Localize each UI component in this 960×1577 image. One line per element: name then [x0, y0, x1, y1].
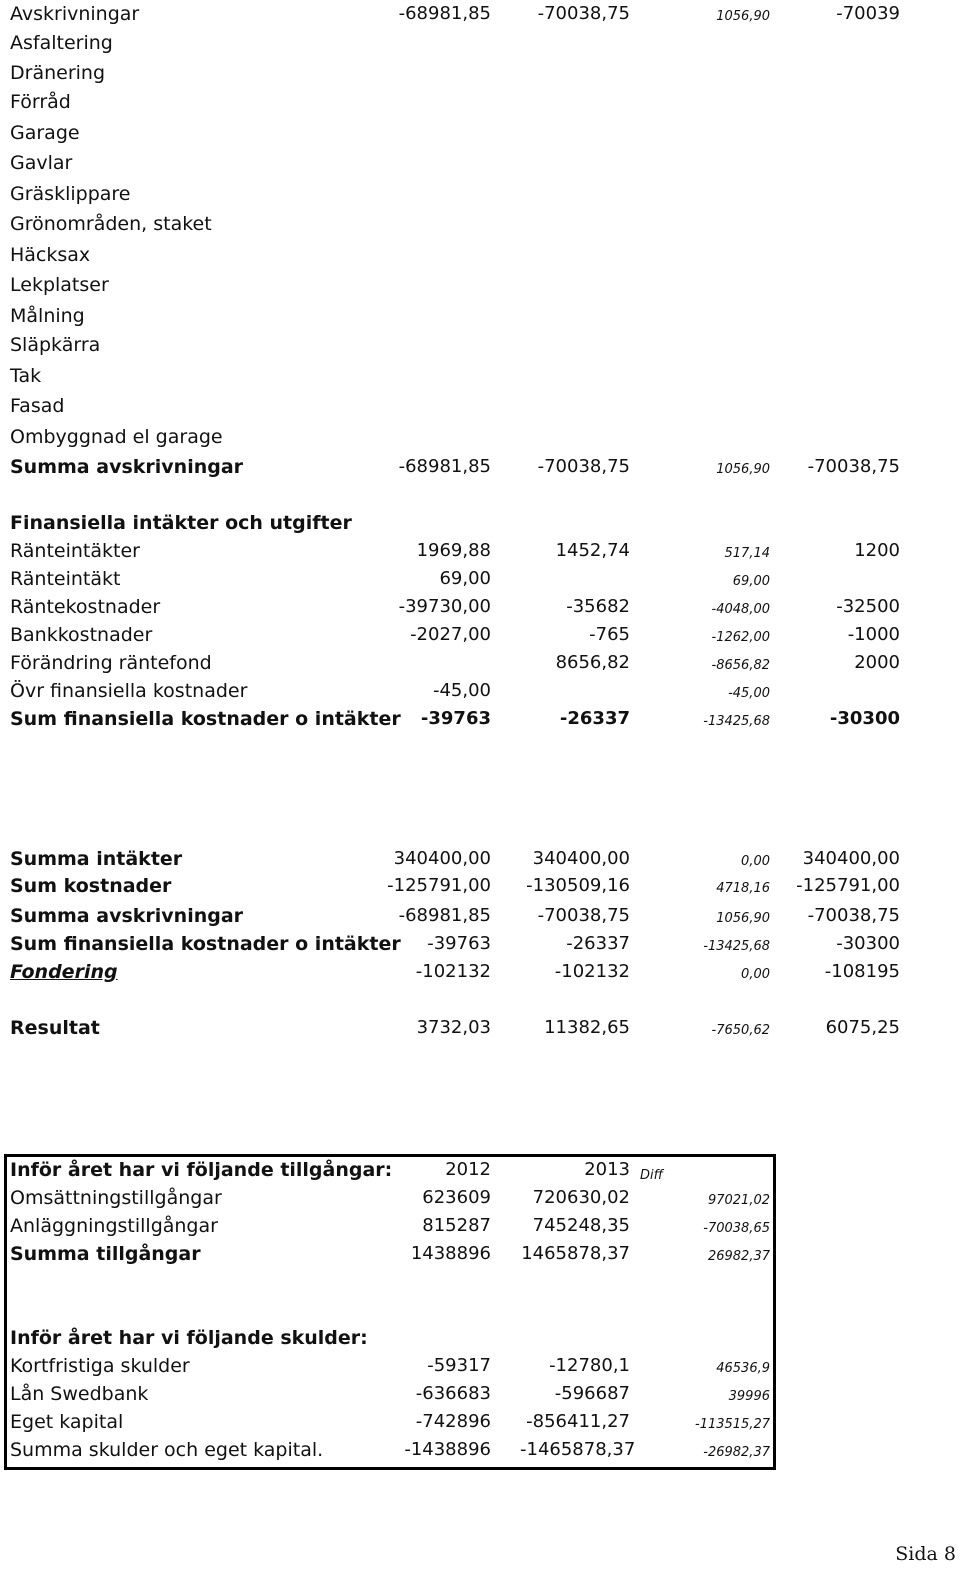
- diff-value: 97021,02: [707, 1193, 770, 1208]
- value-col1: 623609: [422, 1187, 491, 1208]
- summary-row: [0, 958, 960, 986]
- row-label: Summa skulder och eget kapital.: [10, 1439, 324, 1461]
- value-col1: -742896: [415, 1411, 491, 1432]
- financial-row: [0, 593, 960, 621]
- page-number: Sida 8: [895, 1543, 956, 1565]
- value-col2: -26337: [559, 708, 630, 729]
- value-col4: -70039: [836, 3, 900, 24]
- value-col1: 69,00: [439, 568, 491, 589]
- row-label: Sum finansiella kostnader o intäkter: [10, 708, 401, 730]
- row-label: Lekplatser: [10, 274, 109, 296]
- depreciation-item-row: [0, 149, 960, 177]
- value-col2: -856411,27: [526, 1411, 630, 1432]
- row-label: Fasad: [10, 395, 65, 417]
- result-row: [0, 1014, 960, 1042]
- diff-value: 46536,9: [716, 1361, 770, 1376]
- value-col4: 2000: [854, 652, 900, 673]
- summary-row: [0, 902, 960, 930]
- financial-row: [0, 537, 960, 565]
- diff-value: 1056,90: [716, 9, 770, 24]
- value-col4: 1200: [854, 540, 900, 561]
- row-label: Dränering: [10, 62, 106, 84]
- depreciation-item-row: [0, 88, 960, 116]
- value-col4: 340400,00: [802, 848, 900, 869]
- row-label: Målning: [10, 305, 85, 327]
- row-label: Eget kapital: [10, 1411, 124, 1433]
- diff-value: 0,00: [741, 967, 770, 982]
- row-label: Fondering: [10, 961, 118, 983]
- diff-value: 517,14: [724, 546, 770, 561]
- depreciation-item-row: [0, 331, 960, 359]
- value-col2: -1465878,37: [520, 1439, 636, 1460]
- row-label: Summa intäkter: [10, 848, 183, 870]
- section-title: Inför året har vi följande tillgångar:: [10, 1159, 393, 1181]
- depreciation-item-row: [0, 241, 960, 269]
- row-label: Grönområden, staket: [10, 213, 212, 235]
- row-label: Omsättningstillgångar: [10, 1187, 222, 1209]
- summary-row: [0, 872, 960, 900]
- row-label: Lån Swedbank: [10, 1383, 149, 1405]
- row-label: Summa tillgångar: [10, 1243, 201, 1265]
- value-col2: -130509,16: [526, 875, 630, 896]
- row-label: Kortfristiga skulder: [10, 1355, 190, 1377]
- liabilities-row: [0, 1436, 960, 1464]
- depreciation-item-row: [0, 210, 960, 238]
- row-label: Gavlar: [10, 152, 73, 174]
- depreciation-item-row: [0, 362, 960, 390]
- value-col1: -68981,85: [398, 905, 491, 926]
- diff-header: Diff: [640, 1168, 664, 1183]
- value-col4: -30300: [836, 933, 900, 954]
- financial-row: [0, 677, 960, 705]
- value-col1: -636683: [415, 1383, 491, 1404]
- financial-row: [0, 565, 960, 593]
- depreciation-item-row: [0, 392, 960, 420]
- row-label: Övr finansiella kostnader: [10, 680, 248, 702]
- row-label: Ombyggnad el garage: [10, 426, 223, 448]
- diff-value: 26982,37: [707, 1249, 770, 1264]
- value-col2: -70038,75: [537, 905, 630, 926]
- value-col1: -125791,00: [387, 875, 491, 896]
- diff-value: -7650,62: [711, 1023, 770, 1038]
- value-col2: -70038,75: [537, 456, 630, 477]
- depreciation-item-row: [0, 29, 960, 57]
- value-col4: -1000: [847, 624, 900, 645]
- diff-value: -8656,82: [711, 658, 770, 673]
- value-col1: -68981,85: [398, 456, 491, 477]
- row-label: Resultat: [10, 1017, 100, 1039]
- row-label: Förråd: [10, 91, 71, 113]
- depreciation-item-row: [0, 119, 960, 147]
- row-label: Asfaltering: [10, 32, 113, 54]
- assets-header-row: [0, 1156, 960, 1184]
- diff-value: 4718,16: [716, 881, 770, 896]
- assets-total-row: [0, 1240, 960, 1268]
- section-title: Inför året har vi följande skulder:: [10, 1327, 368, 1349]
- row-label: Räntekostnader: [10, 596, 161, 618]
- liabilities-header-row: [0, 1324, 960, 1352]
- diff-value: 1056,90: [716, 911, 770, 926]
- value-col4: -70038,75: [807, 905, 900, 926]
- diff-value: -70038,65: [703, 1221, 770, 1236]
- value-col2: 720630,02: [532, 1187, 630, 1208]
- depreciation-total-row: [0, 453, 960, 481]
- depreciation-item-row: [0, 302, 960, 330]
- value-col2: 1452,74: [555, 540, 630, 561]
- diff-value: -1262,00: [711, 630, 770, 645]
- value-col1: -39763: [427, 933, 491, 954]
- depreciation-item-row: [0, 271, 960, 299]
- depreciation-header-row: [0, 0, 960, 28]
- value-col4: -30300: [829, 708, 900, 729]
- diff-value: 39996: [728, 1389, 770, 1404]
- year-2012-header: 2012: [445, 1159, 491, 1180]
- diff-value: 69,00: [732, 574, 770, 589]
- value-col2: -26337: [566, 933, 630, 954]
- value-col2: 1465878,37: [521, 1243, 630, 1264]
- value-col4: -125791,00: [796, 875, 900, 896]
- financial-title-row: [0, 509, 960, 537]
- diff-value: -26982,37: [703, 1445, 770, 1460]
- value-col1: -68981,85: [398, 3, 491, 24]
- value-col1: -2027,00: [410, 624, 491, 645]
- value-col1: -39763: [420, 708, 491, 729]
- value-col4: -108195: [824, 961, 900, 982]
- row-label: Avskrivningar: [10, 3, 140, 25]
- value-col1: -59317: [427, 1355, 491, 1376]
- value-col2: -70038,75: [537, 3, 630, 24]
- diff-value: 1056,90: [716, 462, 770, 477]
- value-col2: -596687: [554, 1383, 630, 1404]
- liabilities-row: [0, 1352, 960, 1380]
- value-col2: 8656,82: [555, 652, 630, 673]
- row-label: Garage: [10, 122, 80, 144]
- value-col4: -70038,75: [807, 456, 900, 477]
- depreciation-item-row: [0, 423, 960, 451]
- row-label: Anläggningstillgångar: [10, 1215, 218, 1237]
- depreciation-item-row: [0, 59, 960, 87]
- value-col1: -39730,00: [398, 596, 491, 617]
- row-label: Häcksax: [10, 244, 91, 266]
- value-col1: 1969,88: [416, 540, 491, 561]
- row-label: Släpkärra: [10, 334, 101, 356]
- value-col2: -35682: [566, 596, 630, 617]
- diff-value: -45,00: [728, 686, 770, 701]
- depreciation-item-row: [0, 180, 960, 208]
- summary-row: [0, 845, 960, 873]
- value-col4: -32500: [836, 596, 900, 617]
- value-col1: 3732,03: [416, 1017, 491, 1038]
- row-label: Ränteintäkter: [10, 540, 140, 562]
- value-col2: 745248,35: [532, 1215, 630, 1236]
- row-label: Summa avskrivningar: [10, 456, 244, 478]
- value-col4: 6075,25: [825, 1017, 900, 1038]
- value-col2: -765: [589, 624, 630, 645]
- assets-row: [0, 1184, 960, 1212]
- value-col1: -1438896: [404, 1439, 491, 1460]
- liabilities-row: [0, 1380, 960, 1408]
- value-col2: 340400,00: [532, 848, 630, 869]
- diff-value: -13425,68: [703, 939, 770, 954]
- row-label: Ränteintäkt: [10, 568, 121, 590]
- diff-value: -4048,00: [711, 602, 770, 617]
- row-label: Bankkostnader: [10, 624, 153, 646]
- financial-total-row: [0, 705, 960, 733]
- year-2013-header: 2013: [584, 1159, 630, 1180]
- financial-row: [0, 649, 960, 677]
- value-col2: -102132: [554, 961, 630, 982]
- value-col2: 11382,65: [544, 1017, 630, 1038]
- financial-row: [0, 621, 960, 649]
- value-col2: -12780,1: [549, 1355, 630, 1376]
- row-label: Förändring räntefond: [10, 652, 212, 674]
- summary-row: [0, 930, 960, 958]
- value-col1: 340400,00: [393, 848, 491, 869]
- row-label: Gräsklippare: [10, 183, 131, 205]
- row-label: Sum kostnader: [10, 875, 172, 897]
- row-label: Sum finansiella kostnader o intäkter: [10, 933, 401, 955]
- diff-value: -13425,68: [703, 714, 770, 729]
- row-label: Tak: [10, 365, 42, 387]
- assets-row: [0, 1212, 960, 1240]
- row-label: Summa avskrivningar: [10, 905, 244, 927]
- diff-value: -113515,27: [695, 1417, 770, 1432]
- value-col1: -45,00: [432, 680, 491, 701]
- diff-value: 0,00: [741, 854, 770, 869]
- value-col1: 815287: [422, 1215, 491, 1236]
- value-col1: -102132: [415, 961, 491, 982]
- value-col1: 1438896: [410, 1243, 491, 1264]
- liabilities-row: [0, 1408, 960, 1436]
- section-title: Finansiella intäkter och utgifter: [10, 512, 352, 534]
